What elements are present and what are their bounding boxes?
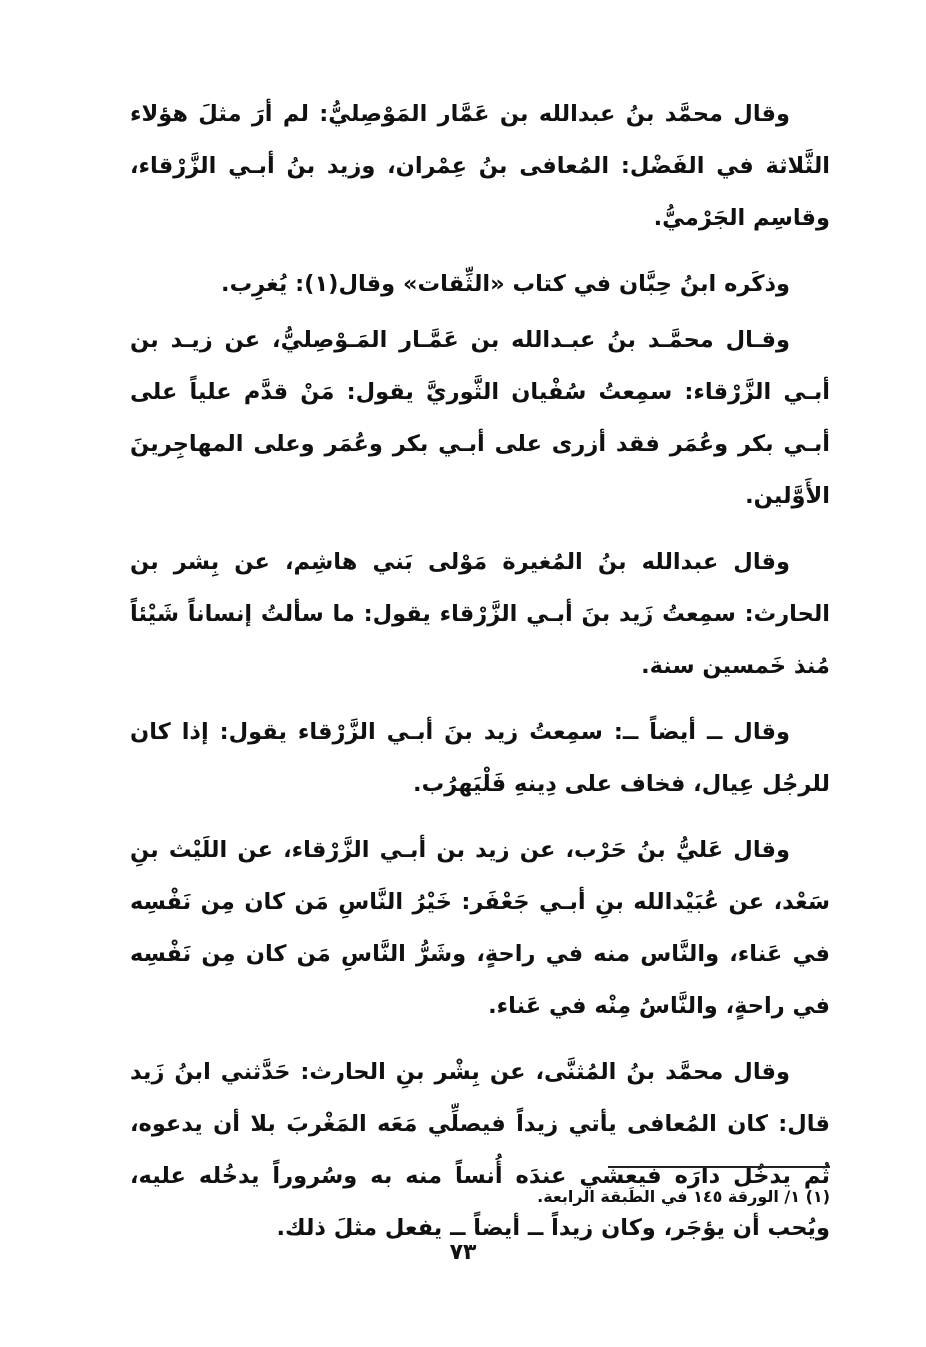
paragraph-4: وقال عبدالله بنُ المُغيرة مَوْلى بَني هاشِم، عن بِشر بن الحارث: سمِعتُ زَيد بنَ أبـي الزَّرْقاء يقول: ما سألتُ إنساناً شَيْئاً مُنذ خَمسين سنة. <box>130 549 830 679</box>
page-number: ٧٣ <box>449 1240 477 1265</box>
paragraph-2: وذكَره ابنُ حِبَّان في كتاب «الثِّقات» وقال(١): يُغرِب. <box>221 271 790 297</box>
page-body <box>130 88 830 1268</box>
paragraph-7: وقال محمَّد بنُ المُثنَّى، عن بِشْر بنِ الحارث: حَدَّثني ابنُ زَيد قال: كان المُعافى يأتي زيداً فيصلِّي مَعَه المَغْربَ بلا أن يدعوه، ثُم يدخُل دارَه فيعشي عندَه أُنساً منه به وسُروراً يدخُله عليه، ويُحب أن يؤجَر، وكان زيداً ــ أيضاً ــ يفعل مثلَ ذلك. <box>130 1059 830 1241</box>
footnote-divider <box>608 1166 830 1168</box>
paragraph-3: وقـال محمَّـد بنُ عبـدالله بن عَمَّـار المَـوْصِليُّ، عن زيـد بن أبـي الزَّرْقاء: سمِعتُ سُفْيان الثَّوريَّ يقول: مَنْ قدَّم علياً على أبـي بكر وعُمَر فقد أزرى على أبـي بكر وعُمَر وعلى المهاجِرينَ الأَوَّلين. <box>130 327 830 509</box>
paragraph-5: وقال ــ أيضاً ــ: سمِعتُ زيد بنَ أبـي الزَّرْقاء يقول: إذا كان للرجُل عِيال، فخاف على دِينهِ فَلْيَهرُب. <box>130 719 830 797</box>
paragraph-1: وقال محمَّد بنُ عبدالله بن عَمَّار المَوْصِليُّ: لم أرَ مثلَ هؤلاء الثَّلاثة في الفَضْل: المُعافى بنُ عِمْران، وزيد بنُ أبـي الزَّرْقاء، وقاسِم الجَرْميُّ. <box>130 101 830 231</box>
paragraph-6: وقال عَليُّ بنُ حَرْب، عن زيد بن أبـي الزَّرْقاء، عن اللَيْث بنِ سَعْد، عن عُبَيْدالله بنِ أبـي جَعْفَر: خَيْرُ النَّاسِ مَن كان مِن نَفْسِه في عَناء، والنَّاس منه في راحةٍ، وشَرُّ النَّاسِ مَن كان مِن نَفْسِه في راحةٍ، والنَّاسُ مِنْه في عَناء. <box>130 837 830 1019</box>
footnote: (١) ١/ الورقة ١٤٥ في الطَبقة الرابعة. <box>537 1187 830 1206</box>
